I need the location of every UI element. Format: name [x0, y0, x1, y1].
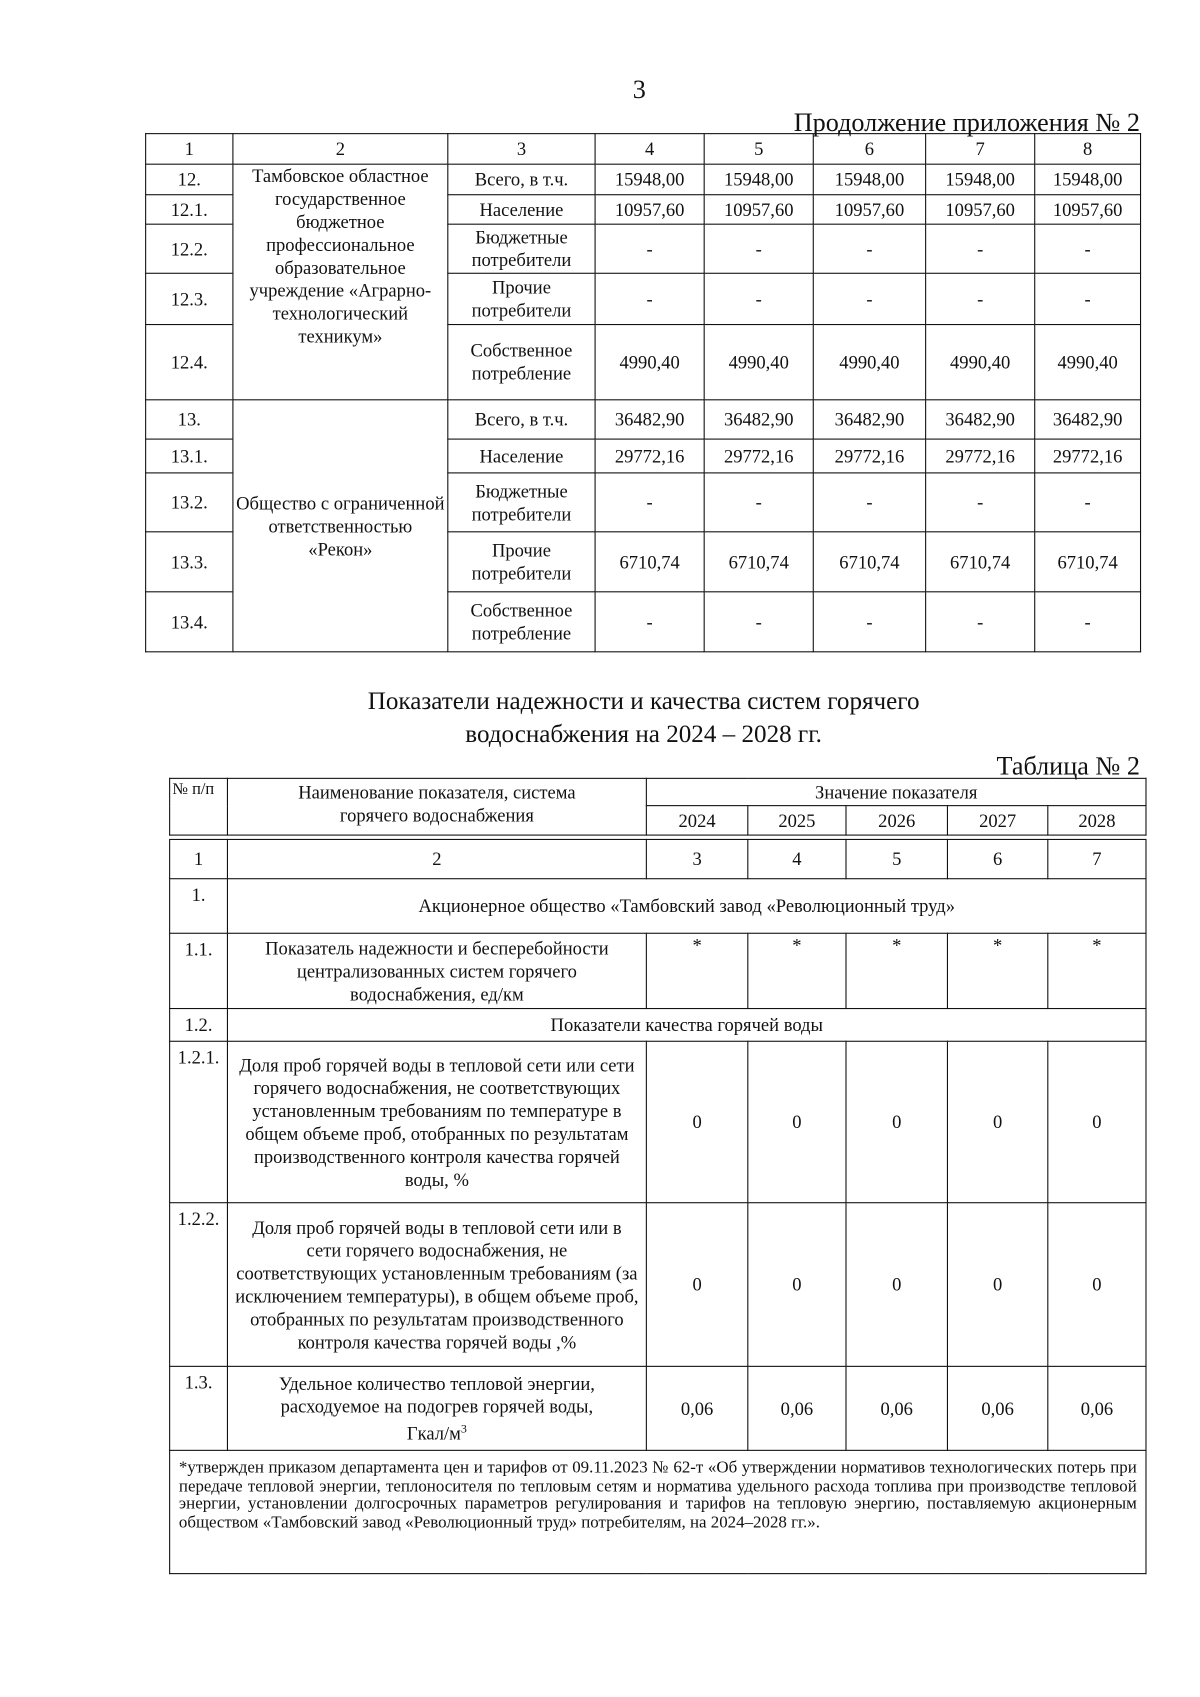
value-cell: 4990,40 [926, 325, 1035, 400]
value-cell: 6710,74 [1035, 532, 1141, 592]
row-number: 12. [146, 164, 233, 195]
consumer-type: Население [448, 195, 595, 224]
column-number: 4 [595, 134, 704, 165]
quality-indicators-table [169, 778, 1147, 1574]
value-cell: - [704, 473, 813, 532]
value-cell: 0 [1048, 1041, 1146, 1202]
value-cell: 29772,16 [1035, 439, 1141, 473]
value-cell: * [846, 933, 947, 1008]
column-number: 1 [146, 134, 233, 165]
section-title: Показатели качества горячей воды [227, 1009, 1146, 1042]
table-row [170, 1041, 1146, 1202]
value-cell: 0 [646, 1041, 747, 1202]
year-header: 2024 [646, 806, 747, 835]
row-number: 13. [146, 400, 233, 439]
row-number: 12.2. [146, 224, 233, 273]
column-number: 5 [704, 134, 813, 165]
value-cell: 10957,60 [813, 195, 925, 224]
column-number: 2 [233, 134, 448, 165]
consumer-type: Прочие потребители [448, 532, 595, 592]
value-cell: 36482,90 [813, 400, 925, 439]
page-number: 3 [632, 76, 646, 105]
section-title: Акционерное общество «Тамбовский завод «Революционный труд» [227, 879, 1146, 934]
value-cell: - [813, 592, 925, 652]
value-cell: * [748, 933, 846, 1008]
row-number: 1.2. [170, 1009, 228, 1042]
value-cell: 0,06 [846, 1366, 947, 1450]
value-cell: - [704, 224, 813, 273]
table-row [170, 1366, 1146, 1450]
column-number: 4 [748, 839, 846, 878]
indicator-text: Доля проб горячей воды в тепловой сети или сети горячего водоснабжения, не соответствующих установленным требованиям по температуре в общем объеме проб, отобранных по результатам производственного контроля качества горячей воды, % [239, 1054, 635, 1190]
row-number: 1.2.2. [170, 1203, 228, 1367]
table-row [170, 1009, 1146, 1042]
value-cell: 0 [947, 1203, 1047, 1367]
table-row [170, 933, 1146, 1008]
value-cell: 29772,16 [704, 439, 813, 473]
value-cell: * [947, 933, 1047, 1008]
value-cell: - [1035, 592, 1141, 652]
column-number: 7 [1048, 839, 1146, 878]
unit-superscript: 3 [460, 1422, 467, 1436]
indicator-name [227, 933, 646, 1008]
value-cell: 29772,16 [813, 439, 925, 473]
value-cell: - [813, 273, 925, 324]
value-cell: 0,06 [646, 1366, 747, 1450]
column-number: 3 [448, 134, 595, 165]
value-cell: 15948,00 [1035, 164, 1141, 195]
value-cell: * [646, 933, 747, 1008]
value-cell: - [926, 592, 1035, 652]
value-cell: 15948,00 [813, 164, 925, 195]
value-cell: 4990,40 [595, 325, 704, 400]
value-cell: 6710,74 [595, 532, 704, 592]
title-line-2: водоснабжения на 2024 – 2028 гг. [465, 719, 822, 748]
value-cell: 0 [846, 1203, 947, 1367]
value-cell: 6710,74 [704, 532, 813, 592]
row-number: 13.2. [146, 473, 233, 532]
indicator-text: Доля проб горячей воды в тепловой сети или в сети горячего водоснабжения, не соответствующих установленным требованиям (за исключением температуры), в общем объеме проб, отобранных по результатам производственного контроля качества горячей воды ,% [235, 1216, 639, 1353]
value-cell: 6710,74 [926, 532, 1035, 592]
value-cell: 0,06 [947, 1366, 1047, 1450]
value-cell: 36482,90 [926, 400, 1035, 439]
column-number: 6 [813, 134, 925, 165]
row-number: 1. [170, 879, 228, 934]
table-row [170, 1203, 1146, 1367]
organization-name: Общество с ограниченной ответственностью «Рекон» [233, 400, 448, 652]
value-cell: * [1048, 933, 1146, 1008]
value-cell: - [704, 273, 813, 324]
value-cell: 10957,60 [926, 195, 1035, 224]
value-cell: 4990,40 [813, 325, 925, 400]
value-cell: 0,06 [748, 1366, 846, 1450]
value-cell: 0 [846, 1041, 947, 1202]
value-cell: 0,06 [1048, 1366, 1146, 1450]
value-cell: 36482,90 [1035, 400, 1141, 439]
value-cell: - [595, 273, 704, 324]
indicator-text: Показатель надежности и бесперебойности централизованных систем горячего водоснабжения, ед/км [265, 937, 609, 1005]
year-header: 2025 [748, 806, 846, 835]
value-cell: - [926, 473, 1035, 532]
table-number: Таблица № 2 [996, 752, 1140, 782]
consumer-type: Всего, в т.ч. [448, 400, 595, 439]
value-cell: 0 [748, 1203, 846, 1367]
continuation-label: Продолжение приложения № 2 [793, 109, 1140, 138]
row-number: 1.1. [170, 933, 228, 1008]
value-cell: 15948,00 [926, 164, 1035, 195]
value-cell: - [813, 473, 925, 532]
value-cell: - [926, 224, 1035, 273]
indicator-name [227, 1203, 646, 1367]
value-cell: 29772,16 [595, 439, 704, 473]
row-number: 12.3. [146, 273, 233, 324]
unit-text: Гкал/м [406, 1422, 461, 1444]
column-numbers-row [170, 839, 1146, 878]
year-header: 2027 [947, 806, 1047, 835]
organization-name: Тамбовское областное государственное бюджетное профессиональное образовательное учреждение «Аграрно-технологический техникум» [233, 164, 448, 400]
section-title [164, 685, 1124, 750]
consumer-type: Собственное потребление [448, 325, 595, 400]
table-row [146, 164, 1141, 195]
value-cell: - [595, 224, 704, 273]
row-number: 1.3. [170, 1366, 228, 1450]
value-cell: 10957,60 [595, 195, 704, 224]
value-cell: 0 [947, 1041, 1047, 1202]
consumer-type: Население [448, 439, 595, 473]
row-number: 1.2.1. [170, 1041, 228, 1202]
consumer-type: Бюджетные потребители [448, 224, 595, 273]
header-name: Наименование показателя, система горячего водоснабжения [227, 778, 646, 835]
column-number: 3 [646, 839, 747, 878]
header-row [146, 134, 1141, 165]
column-number: 6 [947, 839, 1047, 878]
value-cell: 6710,74 [813, 532, 925, 592]
consumer-type: Собственное потребление [448, 592, 595, 652]
indicator-name [227, 1041, 646, 1202]
column-number: 8 [1035, 134, 1141, 165]
value-cell: 0 [646, 1203, 747, 1367]
row-number: 12.1. [146, 195, 233, 224]
value-cell: 15948,00 [704, 164, 813, 195]
value-cell: - [595, 473, 704, 532]
value-cell: 36482,90 [595, 400, 704, 439]
value-cell: 29772,16 [926, 439, 1035, 473]
value-cell: 36482,90 [704, 400, 813, 439]
column-number: 2 [227, 839, 646, 878]
value-cell: 0 [1048, 1203, 1146, 1367]
indicator-name [227, 1366, 646, 1450]
row-number: 13.1. [146, 439, 233, 473]
value-cell: - [595, 592, 704, 652]
footnote: *утвержден приказом департамента цен и тарифов от 09.11.2023 № 62-т «Об утверждении нормативов технологических потерь при передаче тепловой энергии, теплоносителя по тепловым сетям и норматива удельного расхода топлива при производстве тепловой энергии, установлении долгосрочных параметров регулирования и тарифов на тепловую энергию, поставляемую акционерным обществом «Тамбовский завод «Революционный труд» потребителям, на 2024–2028 гг.». [170, 1450, 1146, 1573]
value-cell: - [704, 592, 813, 652]
value-cell: - [813, 224, 925, 273]
value-cell: - [1035, 224, 1141, 273]
indicator-text: Удельное количество тепловой энергии, расходуемое на подогрев горячей воды, [278, 1373, 595, 1417]
value-cell: 15948,00 [595, 164, 704, 195]
row-number: 13.3. [146, 532, 233, 592]
value-cell: - [1035, 473, 1141, 532]
header-no: № п/п [170, 778, 228, 835]
column-number: 5 [846, 839, 947, 878]
column-number: 1 [170, 839, 228, 878]
consumption-table [145, 133, 1141, 652]
value-cell: - [1035, 273, 1141, 324]
value-cell: 4990,40 [704, 325, 813, 400]
value-cell: 10957,60 [704, 195, 813, 224]
row-number: 12.4. [146, 325, 233, 400]
consumer-type: Прочие потребители [448, 273, 595, 324]
value-cell: - [926, 273, 1035, 324]
table-row [170, 879, 1146, 934]
header-value: Значение показателя [646, 778, 1146, 805]
consumer-type: Всего, в т.ч. [448, 164, 595, 195]
column-number: 7 [926, 134, 1035, 165]
row-number: 13.4. [146, 592, 233, 652]
table-row [146, 400, 1141, 439]
value-cell: 0 [748, 1041, 846, 1202]
year-header: 2026 [846, 806, 947, 835]
title-line-1: Показатели надежности и качества систем горячего [367, 687, 920, 715]
value-cell: 10957,60 [1035, 195, 1141, 224]
year-header: 2028 [1048, 806, 1146, 835]
value-cell: 4990,40 [1035, 325, 1141, 400]
consumer-type: Бюджетные потребители [448, 473, 595, 532]
footnote-row [170, 1450, 1146, 1573]
